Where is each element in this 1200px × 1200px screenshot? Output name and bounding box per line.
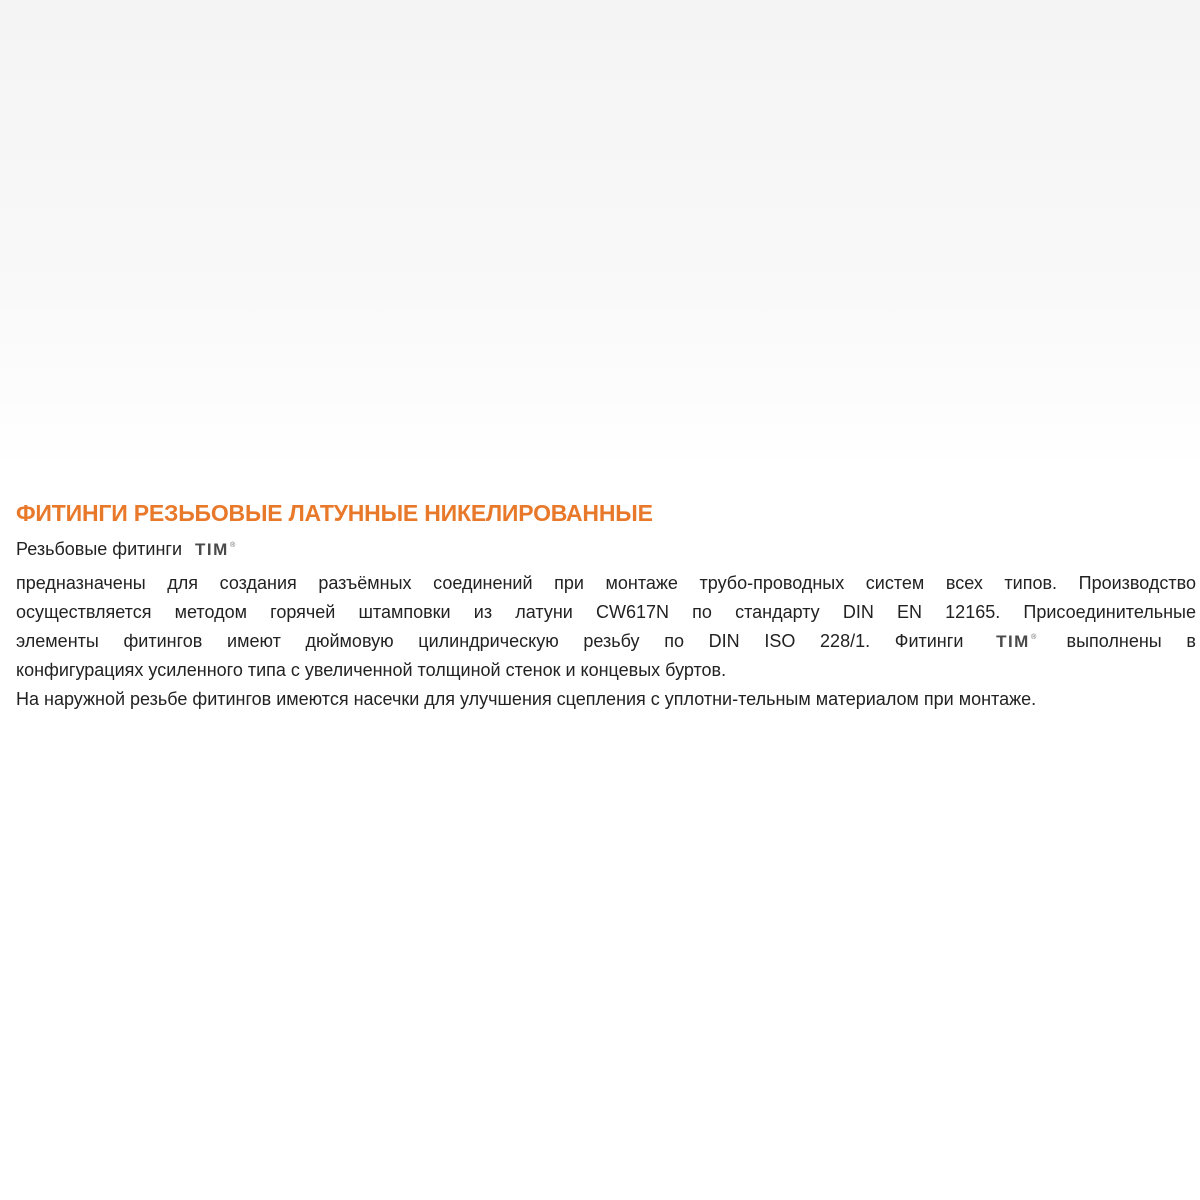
- paragraph-line-5: На наружной резьбе фитингов имеются насечки для улучшения сцепления с уплотни-тельным материалом при монтаже.: [16, 689, 1037, 709]
- paragraph-line-4: конфигурациях усиленного типа с увеличенной толщиной стенок и концевых буртов.: [16, 660, 727, 680]
- document-content: [16, 497, 1196, 714]
- intro-line: [16, 536, 1196, 563]
- tim-logo-inline: [996, 627, 1038, 656]
- description-paragraph: [16, 569, 1196, 714]
- tim-logo: [195, 537, 237, 563]
- paragraph-line-3: [16, 627, 1196, 656]
- paragraph-line-1: предназначены для создания разъёмных соединений при монтаже трубо-проводных систем всех типов. Производство: [16, 573, 1196, 593]
- tim-logo-inline-text: TIM: [996, 632, 1030, 651]
- intro-text: Резьбовые фитинги: [16, 539, 183, 559]
- registered-mark: ®: [230, 542, 237, 549]
- paragraph-line-2: осуществляется методом горячей штамповки из латуни CW617N по стандарту DIN EN 12165. Присоединительные: [16, 602, 1196, 622]
- tim-logo-text: TIM: [195, 540, 229, 559]
- registered-mark-inline: ®: [1031, 634, 1038, 641]
- paragraph-line-3-end: выполнены в: [1066, 631, 1196, 651]
- paragraph-line-3-start: элементы фитингов имеют дюймовую цилиндрическую резьбу по DIN ISO 228/1. Фитинги: [16, 631, 964, 651]
- document-title: ФИТИНГИ РЕЗЬБОВЫЕ ЛАТУННЫЕ НИКЕЛИРОВАННЫЕ: [16, 500, 653, 526]
